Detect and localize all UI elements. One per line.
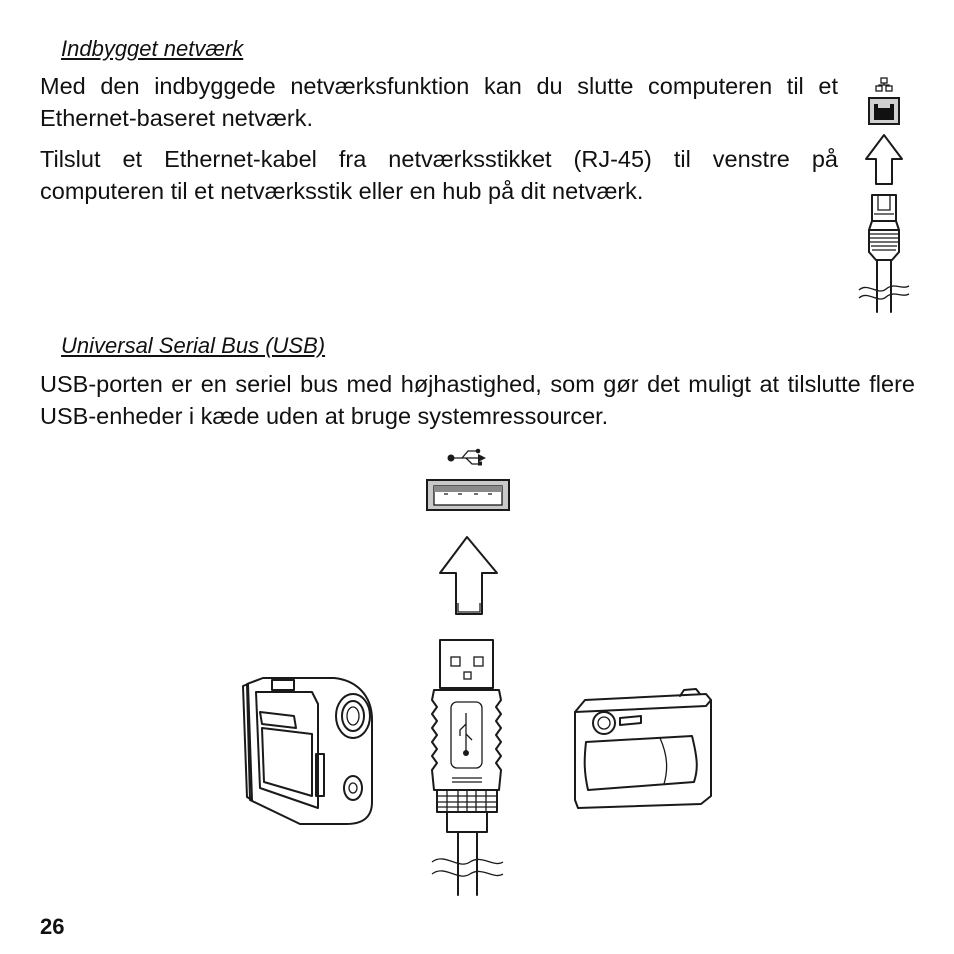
usb-port-icon bbox=[427, 480, 509, 510]
rj45-port-icon bbox=[869, 98, 899, 124]
usb-arrow-up-icon bbox=[440, 537, 497, 614]
section-heading-network: Indbygget netværk bbox=[61, 36, 244, 61]
network-symbol-icon bbox=[876, 78, 892, 91]
section-heading-usb: Universal Serial Bus (USB) bbox=[61, 333, 326, 358]
camcorder-icon bbox=[243, 678, 372, 824]
usb-plug-icon bbox=[432, 640, 503, 895]
page-number: 26 bbox=[40, 914, 65, 939]
digital-camera-icon bbox=[575, 689, 711, 808]
network-arrow-up-icon bbox=[866, 135, 902, 184]
network-paragraph-1: Med den indbyggede netværksfunktion kan du slutte computeren til et Ethernet-baseret netværk. bbox=[40, 73, 838, 131]
network-paragraph-2: Tilslut et Ethernet-kabel fra netværksstikket (RJ-45) til venstre på computeren til et netværksstik eller en hub på dit netværk. bbox=[40, 146, 838, 204]
arrow-shadow bbox=[458, 603, 480, 612]
usb-paragraph-1: USB-porten er en seriel bus med højhastighed, som gør det muligt at tilslutte flere USB-enheder i kæde uden at bruge systemressourcer. bbox=[40, 371, 915, 429]
ethernet-plug-icon bbox=[859, 195, 909, 312]
usb-trident-icon bbox=[448, 449, 487, 466]
